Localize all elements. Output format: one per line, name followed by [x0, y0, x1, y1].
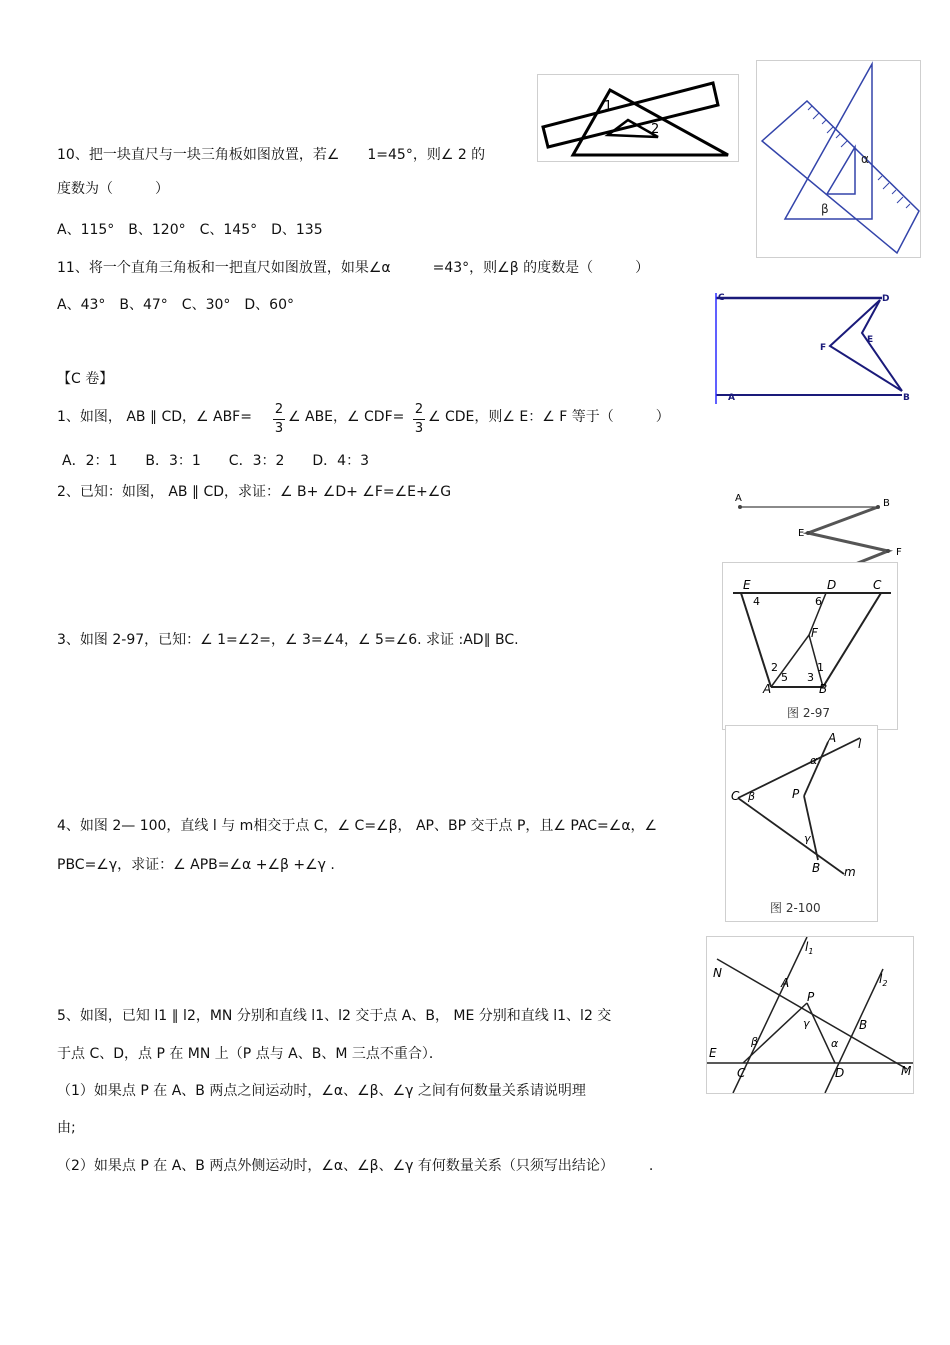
fig-c5-l1	[805, 940, 813, 956]
fig-c5-l2-sub: 2	[882, 979, 888, 988]
fig-c5-N: N	[713, 966, 722, 980]
c1-part1: 1、如图， AB ∥ CD，∠ ABF=	[57, 409, 252, 425]
fig-c2-A: A	[735, 493, 742, 504]
c1-frac1-den: 3	[274, 421, 284, 436]
fig11-beta: β	[821, 202, 829, 216]
figure-c5	[706, 936, 914, 1094]
fig-c5-E: E	[709, 1046, 717, 1060]
fig2100-gamma: γ	[804, 832, 811, 845]
fig-c5-l1-sub: 1	[808, 947, 814, 956]
c1-frac2-num: 2	[414, 402, 424, 417]
fig-c5-B: B	[859, 1018, 868, 1032]
c1-options: A．2：1 B．3：1 C．3：2 D．4：3	[62, 453, 369, 469]
c5-line1: 5、如图，已知 l1 ∥ l2，MN 分别和直线 l1、l2 交于点 A、B， ME 分别和直线 l1、l2 交	[57, 1008, 612, 1024]
fig-c5-A: A	[781, 976, 790, 990]
fig-c5-beta: β	[751, 1035, 759, 1048]
c1-fraction-1	[273, 402, 285, 437]
fig2100-A: A	[828, 731, 837, 745]
fig297-E: E	[743, 578, 751, 592]
fig10-label-2: 2	[651, 122, 660, 137]
fig-c1-B: B	[903, 393, 910, 403]
fig2100-P: P	[792, 787, 800, 801]
fig297-n6: 6	[815, 595, 822, 608]
section-c-heading: 【C 卷】	[57, 371, 114, 387]
c4-line1: 4、如图 2— 100，直线 l 与 m相交于点 C，∠ C=∠β， AP、BP 交于点 P，且∠ PAC=∠α，∠	[57, 818, 658, 834]
q10-line1: 10、把一块直尺与一块三角板如图放置，若∠ 1=45°，则∠ 2 的	[57, 147, 486, 163]
fig297-n2: 2	[771, 661, 778, 674]
fig-c5-M: M	[901, 1064, 912, 1078]
fig-c5-gamma: γ	[803, 1017, 810, 1030]
fig-c5-D: D	[835, 1066, 845, 1080]
fig297-caption: 图 2-97	[787, 706, 831, 720]
fig297-n5: 5	[781, 671, 788, 684]
fig297-n4: 4	[753, 595, 760, 608]
c5-line4: 由;	[57, 1120, 76, 1136]
fig297-D: D	[827, 578, 837, 592]
fig-c5-l2-main: l	[879, 972, 883, 986]
fig-c1-C: C	[718, 293, 725, 303]
fig297-B: B	[819, 682, 828, 696]
fig2100-alpha: α	[810, 754, 818, 767]
c4-line2: PBC=∠γ，求证：∠ APB=∠α +∠β +∠γ .	[57, 857, 335, 873]
figure-2-100	[725, 725, 878, 922]
fig-c1-F: F	[820, 343, 827, 353]
fig2100-beta: β	[748, 790, 756, 803]
figure-c1	[712, 288, 918, 406]
c5-line2: 于点 C、D，点 P 在 MN 上（P 点与 A、B、M 三点不重合）．	[57, 1046, 443, 1062]
fig2100-l: l	[858, 737, 862, 751]
fig-c5-l1-main: l	[805, 940, 809, 954]
c1-part3: ∠ CDE，则∠ E：∠ F 等于（ ）	[428, 409, 670, 425]
fig297-A: A	[763, 682, 772, 696]
fig2100-m: m	[844, 865, 856, 879]
fig-c5-C: C	[737, 1066, 746, 1080]
c3-text: 3、如图 2-97，已知：∠ 1=∠2=，∠ 3=∠4，∠ 5=∠6. 求证 :AD∥ BC.	[57, 632, 519, 648]
fig2100-B: B	[812, 861, 821, 875]
c2-text: 2、已知：如图， AB ∥ CD，求证：∠ B+ ∠D+ ∠F=∠E+∠G	[57, 484, 452, 500]
fig-c5-alpha: α	[831, 1037, 839, 1050]
figure-ruler-triangle	[537, 74, 739, 162]
c5-line5: （2）如果点 P 在 A、B 两点外侧运动时，∠α、∠β、∠γ 有何数量关系（只须写出结论） .	[57, 1158, 654, 1174]
fig-c2-F: F	[896, 547, 902, 558]
fig297-F: F	[811, 626, 818, 640]
fig2100-C: C	[731, 789, 740, 803]
fig2100-caption: 图 2-100	[770, 901, 821, 915]
c1-frac2-den: 3	[414, 421, 424, 436]
c1-fraction-2	[413, 402, 425, 437]
c1-part2: ∠ ABE，∠ CDF=	[288, 409, 405, 425]
c5-line3: （1）如果点 P 在 A、B 两点之间运动时，∠α、∠β、∠γ 之间有何数量关系请说明理	[57, 1083, 586, 1099]
fig-c2-E: E	[798, 528, 805, 539]
fig11-alpha: α	[861, 152, 869, 166]
fig297-n3: 3	[807, 671, 814, 684]
q10-line2: 度数为（ ）	[57, 181, 169, 197]
fig10-label-1: 1	[604, 99, 613, 114]
fig-c5-l2	[879, 972, 887, 988]
fig-c5-P: P	[807, 990, 815, 1004]
c1-frac1-num: 2	[274, 402, 284, 417]
fig-c1-A: A	[728, 393, 735, 403]
q10-options: A、115° B、120° C、145° D、135	[57, 222, 323, 238]
fig-c1-E: E	[867, 335, 874, 345]
q11-options: A、43° B、47° C、30° D、60°	[57, 297, 294, 313]
fig297-n1: 1	[817, 661, 824, 674]
fig-c1-D: D	[882, 294, 890, 304]
fig297-C: C	[873, 578, 882, 592]
fig-c2-B: B	[883, 498, 890, 509]
figure-set-square	[756, 60, 921, 258]
figure-2-97	[722, 562, 898, 730]
q11-line1: 11、将一个直角三角板和一把直尺如图放置，如果∠α =43°，则∠β 的度数是（ ）	[57, 260, 650, 276]
